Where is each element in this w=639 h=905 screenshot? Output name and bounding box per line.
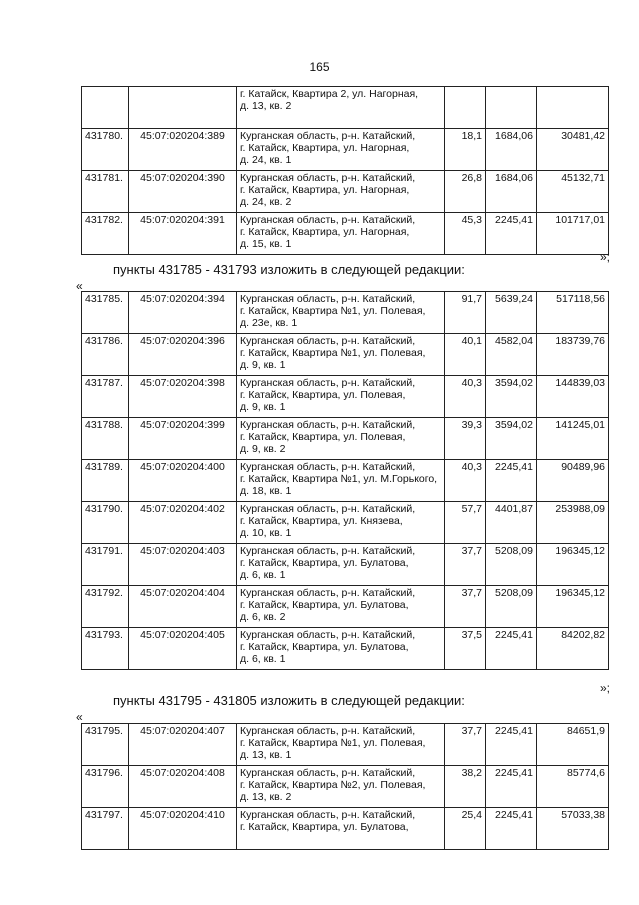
property-table-3 [81,723,609,850]
row-number-cell: 431786. [82,334,129,376]
address-cell: Курганская область, р-н. Катайский, г. Катайск, Квартира №1, ул. М.Горького, д. 18, кв. 1 [237,460,445,502]
address-cell: Курганская область, р-н. Катайский, г. Катайск, Квартира №1, ул. Полевая, д. 9, кв. 1 [237,334,445,376]
address-cell: г. Катайск, Квартира 2, ул. Нагорная, д. 13, кв. 2 [237,87,445,129]
table-row [82,87,609,129]
row-number-cell: 431781. [82,171,129,213]
cadastral-number-cell: 45:07:020204:410 [129,808,237,850]
cadastral-number-cell [129,87,237,129]
total-value-cell: 144839,03 [537,376,609,418]
opening-quote-mark: « [76,710,83,724]
area-cell: 40,1 [445,334,486,376]
table-row [82,171,609,213]
total-value-cell: 196345,12 [537,544,609,586]
area-cell: 91,7 [445,292,486,334]
area-cell: 37,7 [445,586,486,628]
address-cell: Курганская область, р-н. Катайский, г. Катайск, Квартира, ул. Князева, д. 10, кв. 1 [237,502,445,544]
table-row [82,292,609,334]
area-cell: 26,8 [445,171,486,213]
area-cell: 40,3 [445,460,486,502]
total-value-cell: 57033,38 [537,808,609,850]
cadastral-number-cell: 45:07:020204:390 [129,171,237,213]
cadastral-number-cell: 45:07:020204:405 [129,628,237,670]
row-number-cell: 431785. [82,292,129,334]
address-cell: Курганская область, р-н. Катайский, г. Катайск, Квартира, ул. Нагорная, д. 15, кв. 1 [237,213,445,255]
closing-quote-mark: »; [599,681,610,695]
price-per-sqm-cell: 5208,09 [486,544,537,586]
cadastral-number-cell: 45:07:020204:403 [129,544,237,586]
property-table-1 [81,86,609,255]
cadastral-number-cell: 45:07:020204:404 [129,586,237,628]
address-cell: Курганская область, р-н. Катайский, г. Катайск, Квартира, ул. Булатова, д. 6, кв. 1 [237,628,445,670]
price-per-sqm-cell: 2245,41 [486,766,537,808]
address-cell: Курганская область, р-н. Катайский, г. Катайск, Квартира, ул. Полевая, д. 9, кв. 2 [237,418,445,460]
area-cell: 39,3 [445,418,486,460]
total-value-cell: 45132,71 [537,171,609,213]
cadastral-number-cell: 45:07:020204:398 [129,376,237,418]
row-number-cell: 431796. [82,766,129,808]
cadastral-number-cell: 45:07:020204:408 [129,766,237,808]
property-table-2 [81,291,609,670]
cadastral-number-cell: 45:07:020204:394 [129,292,237,334]
cadastral-number-cell: 45:07:020204:402 [129,502,237,544]
area-cell: 40,3 [445,376,486,418]
row-number-cell: 431797. [82,808,129,850]
table-row [82,808,609,850]
table-row [82,418,609,460]
area-cell: 57,7 [445,502,486,544]
area-cell [445,87,486,129]
address-cell: Курганская область, р-н. Катайский, г. Катайск, Квартира, ул. Нагорная, д. 24, кв. 1 [237,129,445,171]
total-value-cell: 517118,56 [537,292,609,334]
table-row [82,502,609,544]
address-cell: Курганская область, р-н. Катайский, г. Катайск, Квартира, ул. Булатова, д. 6, кв. 1 [237,544,445,586]
table-row [82,544,609,586]
cadastral-number-cell: 45:07:020204:400 [129,460,237,502]
cadastral-number-cell: 45:07:020204:399 [129,418,237,460]
table-row [82,460,609,502]
row-number-cell: 431792. [82,586,129,628]
address-cell: Курганская область, р-н. Катайский, г. Катайск, Квартира №1, ул. Полевая, д. 23е, кв. 1 [237,292,445,334]
row-number-cell: 431782. [82,213,129,255]
price-per-sqm-cell: 5639,24 [486,292,537,334]
cadastral-number-cell: 45:07:020204:389 [129,129,237,171]
table-row [82,724,609,766]
area-cell: 37,7 [445,724,486,766]
area-cell: 18,1 [445,129,486,171]
cadastral-number-cell: 45:07:020204:391 [129,213,237,255]
area-cell: 37,5 [445,628,486,670]
closing-quote-mark: »; [599,250,610,264]
table-row [82,129,609,171]
total-value-cell: 30481,42 [537,129,609,171]
price-per-sqm-cell: 2245,41 [486,460,537,502]
price-per-sqm-cell: 4401,87 [486,502,537,544]
table-row [82,213,609,255]
area-cell: 38,2 [445,766,486,808]
total-value-cell: 84202,82 [537,628,609,670]
price-per-sqm-cell: 3594,02 [486,376,537,418]
total-value-cell: 84651,9 [537,724,609,766]
total-value-cell [537,87,609,129]
address-cell: Курганская область, р-н. Катайский, г. Катайск, Квартира №1, ул. Полевая, д. 13, кв. 1 [237,724,445,766]
address-cell: Курганская область, р-н. Катайский, г. Катайск, Квартира, ул. Булатова, [237,808,445,850]
total-value-cell: 101717,01 [537,213,609,255]
opening-quote-mark: « [76,279,83,293]
area-cell: 45,3 [445,213,486,255]
table-row [82,628,609,670]
cadastral-number-cell: 45:07:020204:407 [129,724,237,766]
price-per-sqm-cell: 1684,06 [486,129,537,171]
price-per-sqm-cell: 4582,04 [486,334,537,376]
price-per-sqm-cell [486,87,537,129]
total-value-cell: 196345,12 [537,586,609,628]
total-value-cell: 253988,09 [537,502,609,544]
price-per-sqm-cell: 2245,41 [486,213,537,255]
table-row [82,766,609,808]
address-cell: Курганская область, р-н. Катайский, г. Катайск, Квартира, ул. Булатова, д. 6, кв. 2 [237,586,445,628]
area-cell: 25,4 [445,808,486,850]
amendment-paragraph: пункты 431785 - 431793 изложить в следующей редакции: [113,262,465,277]
row-number-cell: 431793. [82,628,129,670]
total-value-cell: 141245,01 [537,418,609,460]
cadastral-number-cell: 45:07:020204:396 [129,334,237,376]
price-per-sqm-cell: 5208,09 [486,586,537,628]
address-cell: Курганская область, р-н. Катайский, г. Катайск, Квартира, ул. Полевая, д. 9, кв. 1 [237,376,445,418]
price-per-sqm-cell: 2245,41 [486,628,537,670]
row-number-cell: 431791. [82,544,129,586]
price-per-sqm-cell: 3594,02 [486,418,537,460]
total-value-cell: 90489,96 [537,460,609,502]
table-row [82,334,609,376]
table-row [82,586,609,628]
address-cell: Курганская область, р-н. Катайский, г. Катайск, Квартира №2, ул. Полевая, д. 13, кв. 2 [237,766,445,808]
price-per-sqm-cell: 2245,41 [486,724,537,766]
row-number-cell: 431780. [82,129,129,171]
row-number-cell: 431787. [82,376,129,418]
row-number-cell: 431795. [82,724,129,766]
row-number-cell: 431788. [82,418,129,460]
row-number-cell: 431789. [82,460,129,502]
total-value-cell: 85774,6 [537,766,609,808]
page-number: 165 [309,60,330,74]
amendment-paragraph: пункты 431795 - 431805 изложить в следующей редакции: [113,693,465,708]
row-number-cell [82,87,129,129]
area-cell: 37,7 [445,544,486,586]
total-value-cell: 183739,76 [537,334,609,376]
price-per-sqm-cell: 1684,06 [486,171,537,213]
price-per-sqm-cell: 2245,41 [486,808,537,850]
address-cell: Курганская область, р-н. Катайский, г. Катайск, Квартира, ул. Нагорная, д. 24, кв. 2 [237,171,445,213]
table-row [82,376,609,418]
row-number-cell: 431790. [82,502,129,544]
